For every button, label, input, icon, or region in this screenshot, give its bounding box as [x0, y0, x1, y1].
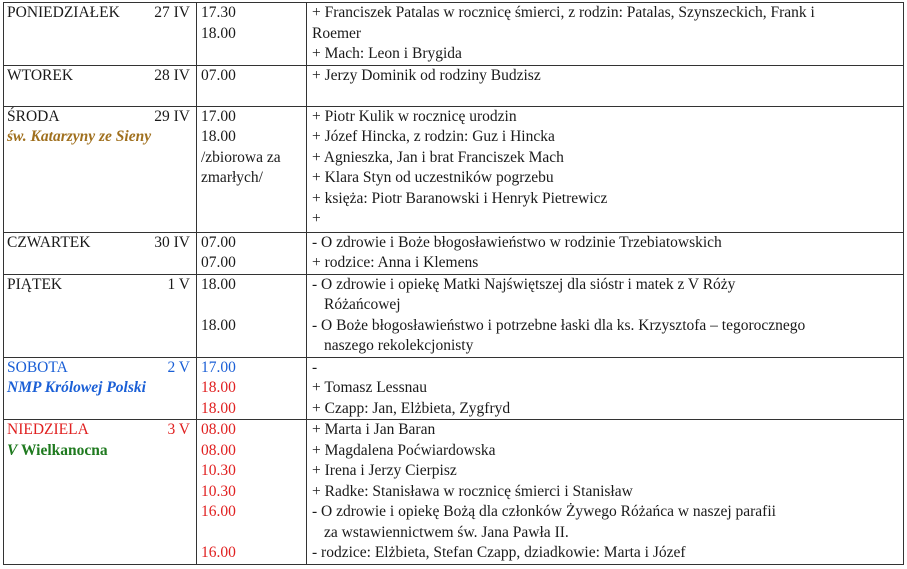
intention-line: Roemer	[312, 24, 362, 42]
mass-time: 07.00	[201, 254, 236, 271]
mass-time: 07.00	[201, 233, 236, 251]
mass-time: 07.00	[201, 66, 236, 84]
intention-cell	[307, 357, 904, 420]
intention-line: + Tomasz Lessnau	[312, 379, 427, 396]
intention-line: + rodzice: Anna i Klemens	[312, 254, 479, 271]
intention-line: + Jerzy Dominik od rodziny Budzisz	[312, 66, 541, 84]
intention-line: + Agnieszka, Jan i brat Franciszek Mach	[312, 148, 564, 166]
schedule-row-tuesday	[4, 65, 904, 106]
day-cell	[4, 420, 197, 565]
intention-cell	[307, 420, 904, 565]
intention-line: Różańcowej	[324, 296, 401, 313]
intention-line: + Irena i Jerzy Cierpisz	[312, 462, 457, 479]
day-date: 30 IV	[154, 233, 190, 251]
mass-schedule-table	[3, 2, 904, 565]
mass-time: 10.30	[201, 482, 236, 500]
time-cell	[197, 65, 307, 106]
day-cell	[4, 232, 197, 274]
feast-prefix: V	[7, 441, 18, 459]
intention-line: - O zdrowie i opiekę Matki Najświętszej dla sióstr i matek z V Róży	[312, 275, 736, 293]
mass-time: 18.00	[201, 275, 236, 293]
intention-line: + Radke: Stanisława w rocznicę śmierci i Stanisław	[312, 482, 633, 500]
intention-line: -	[312, 358, 318, 376]
day-date: 1 V	[167, 275, 190, 293]
day-name: ŚRODA	[7, 107, 60, 125]
time-cell	[197, 274, 307, 357]
day-date: 27 IV	[154, 4, 190, 21]
day-date: 3 V	[167, 421, 190, 438]
day-date: 28 IV	[154, 66, 190, 84]
day-name: PONIEDZIAŁEK	[7, 4, 120, 21]
time-cell	[197, 106, 307, 232]
intention-line: - rodzice: Elżbieta, Stefan Czapp, dziadkowie: Marta i Józef	[312, 544, 686, 561]
mass-time: 17.30	[201, 4, 236, 21]
schedule-row-monday	[4, 3, 904, 66]
day-cell	[4, 3, 197, 66]
day-name: WTOREK	[7, 66, 74, 84]
mass-time: 18.00	[201, 316, 236, 334]
mass-note: zmarłych/	[201, 169, 263, 186]
day-name: SOBOTA	[7, 358, 68, 376]
schedule-row-friday	[4, 274, 904, 357]
mass-time: 16.00	[201, 544, 236, 561]
time-cell	[197, 420, 307, 565]
intention-line: + Czapp: Jan, Elżbieta, Zygfryd	[312, 399, 511, 417]
mass-time: 16.00	[201, 503, 236, 520]
intention-cell	[307, 274, 904, 357]
intention-cell	[307, 3, 904, 66]
day-date: 29 IV	[154, 107, 190, 125]
time-cell	[197, 3, 307, 66]
intention-line: + Klara Styn od uczestników pogrzebu	[312, 169, 554, 186]
day-cell	[4, 274, 197, 357]
feast-name: św. Katarzyny ze Sieny	[7, 128, 152, 145]
day-cell	[4, 65, 197, 106]
intention-line: za wstawiennictwem św. Jana Pawła II.	[324, 523, 569, 541]
mass-time: 18.00	[201, 128, 236, 145]
intention-line: + Mach: Leon i Brygida	[312, 45, 462, 62]
time-cell	[197, 232, 307, 274]
day-cell	[4, 357, 197, 420]
schedule-row-wednesday	[4, 106, 904, 232]
feast-name: NMP Królowej Polski	[7, 379, 146, 396]
schedule-row-saturday	[4, 357, 904, 420]
mass-time: 10.30	[201, 462, 236, 479]
intention-line: +	[312, 210, 321, 227]
intention-line: + Piotr Kulik w rocznicę urodzin	[312, 107, 517, 125]
intention-line: - O zdrowie i opiekę Bożą dla członków Żywego Różańca w naszej parafii	[312, 503, 776, 520]
mass-time: 17.00	[201, 358, 236, 376]
intention-line: + Józef Hincka, z rodzin: Guz i Hincka	[312, 128, 555, 145]
feast-name	[7, 441, 196, 462]
time-cell	[197, 357, 307, 420]
intention-line: + Franciszek Patalas w rocznicę śmierci, z rodzin: Patalas, Szynszeckich, Frank i	[312, 4, 815, 21]
day-name: NIEDZIELA	[7, 421, 89, 438]
mass-time: 17.00	[201, 107, 236, 125]
day-cell	[4, 106, 197, 232]
intention-line: - O Boże błogosławieństwo i potrzebne łaski dla ks. Krzysztofa – tegorocznego	[312, 316, 806, 334]
intention-cell	[307, 65, 904, 106]
intention-line: + księża: Piotr Baranowski i Henryk Pietrewicz	[312, 189, 608, 207]
schedule-row-sunday	[4, 420, 904, 565]
mass-time: 18.00	[201, 379, 236, 396]
day-name: CZWARTEK	[7, 233, 91, 251]
intention-line: naszego rekolekcjonisty	[324, 337, 474, 354]
intention-cell	[307, 106, 904, 232]
intention-line: + Magdalena Poćwiardowska	[312, 441, 496, 459]
day-name: PIĄTEK	[7, 275, 63, 293]
intention-line: - O zdrowie i Boże błogosławieństwo w rodzinie Trzebiatowskich	[312, 233, 722, 251]
mass-time: 08.00	[201, 421, 236, 438]
schedule-row-thursday	[4, 232, 904, 274]
feast-label: Wielkanocna	[20, 441, 108, 459]
intention-cell	[307, 232, 904, 274]
mass-time: 18.00	[201, 399, 236, 417]
mass-time: 18.00	[201, 24, 236, 42]
mass-time: 08.00	[201, 441, 236, 459]
day-date: 2 V	[167, 358, 190, 376]
mass-note: /zbiorowa za	[201, 148, 281, 166]
intention-line: + Marta i Jan Baran	[312, 421, 436, 438]
